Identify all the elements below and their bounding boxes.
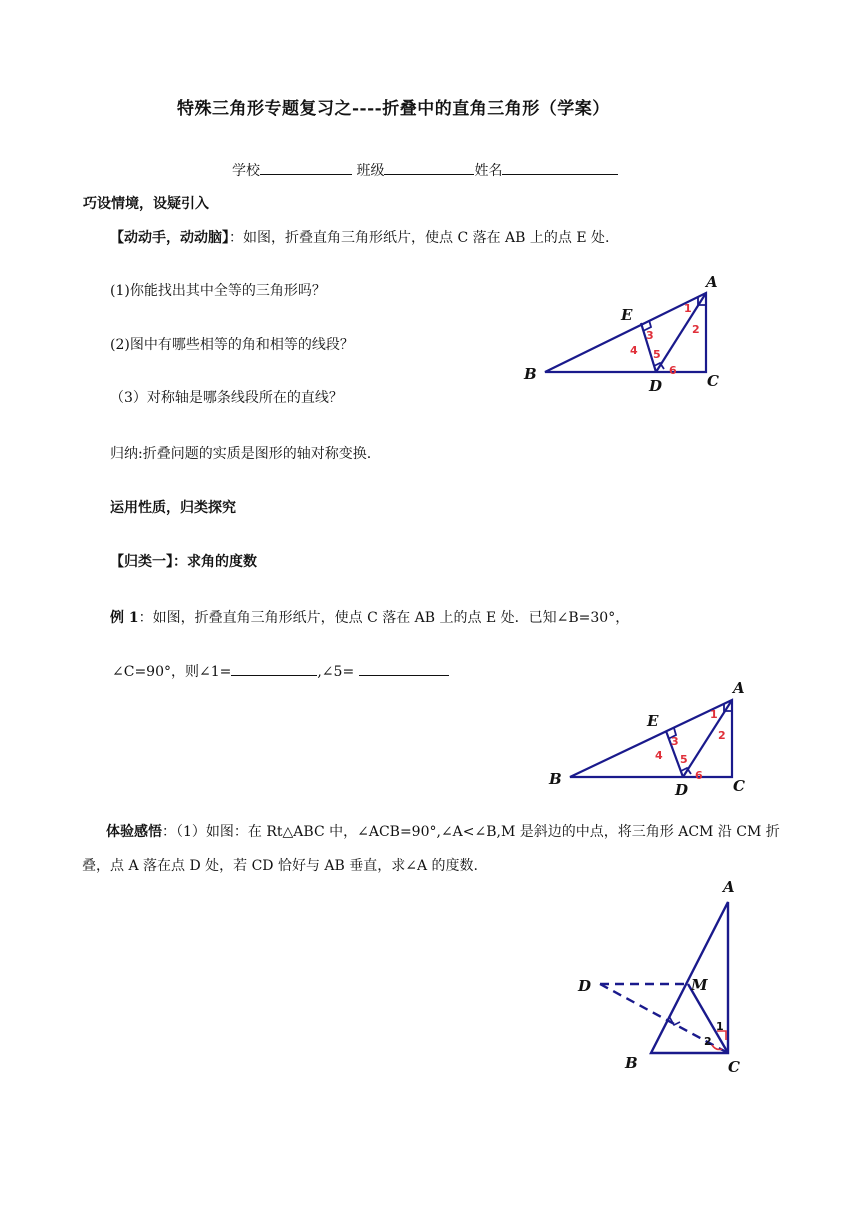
activity-text: ：如图，折叠直角三角形纸片，使点 C 落在 AB 上的点 E 处. (229, 230, 610, 246)
example-given-c: ∠C=90°，则∠1= (112, 664, 232, 680)
fig2-angle-5: 5 (680, 753, 688, 766)
class-label: 班级 (356, 163, 385, 179)
fig1-angle-1: 1 (684, 302, 692, 315)
fig2-label-d: D (675, 781, 689, 799)
fig1-angle-6: 6 (669, 364, 677, 377)
fig1-angle-3: 3 (646, 329, 654, 342)
fig3-angle-2: 2 (704, 1035, 712, 1048)
fig2-angle-4: 4 (655, 749, 663, 762)
section2-heading: 运用性质，归类探究 (110, 500, 236, 516)
fig3-angle-2-mark (712, 1045, 722, 1050)
summary: 归纳:折叠问题的实质是图形的轴对称变换. (110, 446, 372, 462)
fig1-label-c: C (707, 372, 719, 390)
fig2-label-b: B (549, 770, 562, 788)
fig1-angle-4: 4 (630, 344, 638, 357)
name-label: 姓名 (474, 163, 503, 179)
fig1-label-b: B (524, 365, 537, 383)
fig1-angle-2: 2 (692, 323, 700, 336)
school-label: 学校 (232, 163, 260, 179)
experience-line-2: 叠，点 A 落在点 D 处，若 CD 恰好与 AB 垂直，求∠A 的度数. (82, 858, 479, 874)
example-text: ：如图，折叠直角三角形纸片，使点 C 落在 AB 上的点 E 处．已知∠B=30°， (138, 610, 630, 626)
fig2-label-c: C (733, 777, 745, 795)
section1-heading: 巧设情境，设疑引入 (83, 196, 209, 212)
fig3-label-a: A (723, 878, 735, 896)
fig1-angle-5: 5 (653, 348, 661, 361)
experience-text-1: ：（1）如图：在 Rt△ABC 中，∠ACB=90°,∠A<∠B,M 是斜边的中点，将三角形 ACM 沿 CM 折 (162, 824, 780, 840)
fig2-angle-1: 1 (710, 708, 718, 721)
page-title: 特殊三角形专题复习之----折叠中的直角三角形（学案） (177, 99, 610, 119)
fig1-label-e: E (621, 306, 633, 324)
fig1-label-d: D (649, 377, 663, 395)
question-3: （3）对称轴是哪条线段所在的直线？ (110, 390, 343, 406)
fig3-label-c: C (728, 1058, 740, 1076)
fig2-angle-6: 6 (695, 769, 703, 782)
fig3-right-angle-ab-cd (669, 1016, 680, 1025)
example-label: 例 1 (110, 610, 139, 626)
category-label: 【归类一】 (110, 554, 173, 570)
fig2-angle-2: 2 (718, 729, 726, 742)
question-1: (1)你能找出其中全等的三角形吗？ (110, 283, 326, 299)
fig3-label-m: M (691, 976, 708, 994)
fig2-angle-3: 3 (671, 735, 679, 748)
fig3-label-b: B (625, 1054, 638, 1072)
fig3-angle-1: 1 (716, 1020, 724, 1033)
example-ask-5: ,∠5= (317, 664, 355, 680)
fig2-label-e: E (647, 712, 659, 730)
question-2: (2)图中有哪些相等的角和相等的线段？ (110, 337, 354, 353)
fig1-label-a: A (706, 273, 718, 291)
category-text: ：求角的度数 (173, 554, 257, 570)
activity-label: 【动动手，动动脑】 (110, 230, 229, 246)
fig2-label-a: A (733, 679, 745, 697)
fig3-label-d: D (578, 977, 592, 995)
experience-label: 体验感悟 (106, 824, 162, 840)
